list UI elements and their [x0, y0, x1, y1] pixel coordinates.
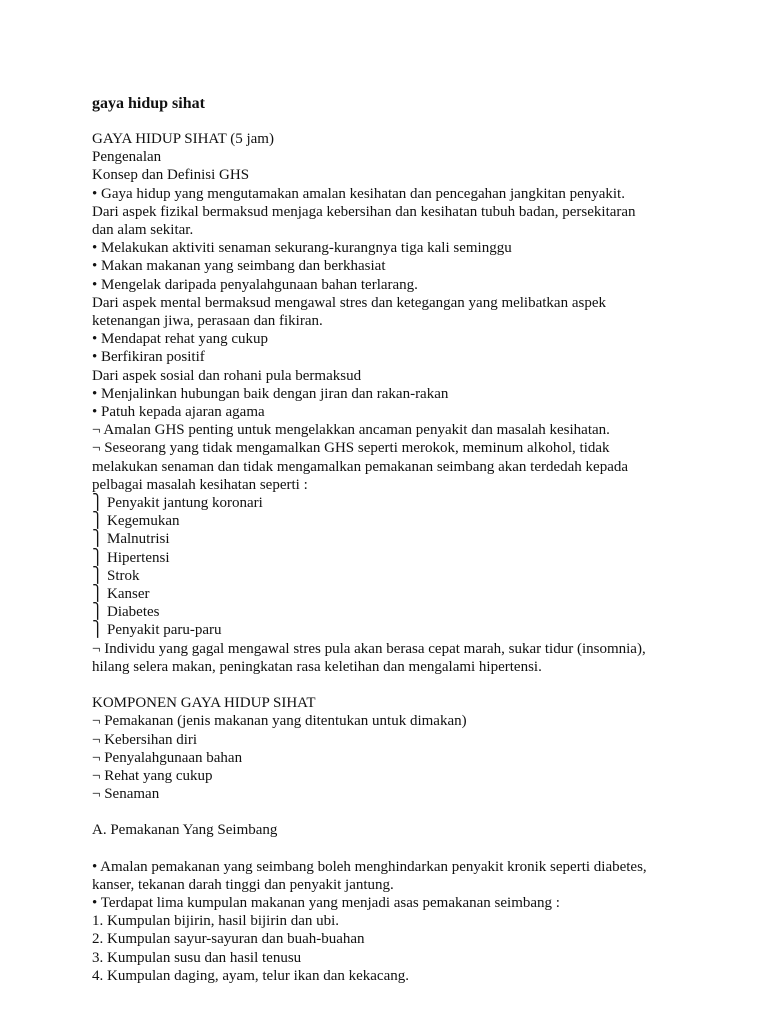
list-item: ⎫ Penyakit jantung koronari — [92, 495, 263, 512]
section-komponen — [92, 694, 712, 803]
list-item: ⎫ Kegemukan — [92, 513, 180, 530]
document-page — [92, 94, 712, 985]
list-item: ⎫ Kanser — [92, 586, 150, 603]
text-line: Dari aspek mental bermaksud mengawal stres dan ketegangan yang melibatkan aspek — [92, 294, 606, 311]
list-item: ¬ Penyalahgunaan bahan — [92, 749, 243, 766]
spacer — [92, 840, 712, 858]
list-item: ⎫ Strok — [92, 567, 140, 584]
section-intro — [92, 130, 712, 676]
spacer — [92, 803, 712, 821]
text-line: Pengenalan — [92, 149, 162, 166]
section-heading: KOMPONEN GAYA HIDUP SIHAT — [92, 695, 316, 712]
list-item: 3. Kumpulan susu dan hasil tenusu — [92, 949, 302, 966]
section-heading: A. Pemakanan Yang Seimbang — [92, 822, 278, 839]
text-line: kanser, tekanan darah tinggi dan penyakit jantung. — [92, 876, 394, 893]
text-line: ¬ Seseorang yang tidak mengamalkan GHS seperti merokok, meminum alkohol, tidak — [92, 440, 610, 457]
list-item: ¬ Kebersihan diri — [92, 731, 198, 748]
spacer — [92, 676, 712, 694]
list-item: 2. Kumpulan sayur-sayuran dan buah-buahan — [92, 931, 365, 948]
text-line: • Makan makanan yang seimbang dan berkhasiat — [92, 258, 386, 275]
text-line: hilang selera makan, peningkatan rasa keletihan dan mengalami hipertensi. — [92, 658, 542, 675]
text-line: • Mengelak daripada penyalahgunaan bahan terlarang. — [92, 276, 418, 293]
text-line: • Mendapat rehat yang cukup — [92, 331, 269, 348]
text-line: ¬ Amalan GHS penting untuk mengelakkan ancaman penyakit dan masalah kesihatan. — [92, 422, 610, 439]
text-line: • Terdapat lima kumpulan makanan yang menjadi asas pemakanan seimbang : — [92, 894, 560, 911]
text-line: • Patuh kepada ajaran agama — [92, 404, 265, 421]
text-line: • Amalan pemakanan yang seimbang boleh menghindarkan penyakit kronik seperti diabetes, — [92, 858, 647, 875]
text-line: • Berfikiran positif — [92, 349, 205, 366]
list-item: ⎫ Hipertensi — [92, 549, 170, 566]
list-item: 1. Kumpulan bijirin, hasil bijirin dan ubi. — [92, 913, 340, 930]
text-line: ¬ Individu yang gagal mengawal stres pula akan berasa cepat marah, sukar tidur (insomnia), — [92, 640, 646, 657]
list-item: ¬ Rehat yang cukup — [92, 767, 213, 784]
text-line: GAYA HIDUP SIHAT (5 jam) — [92, 131, 274, 147]
text-line: melakukan senaman dan tidak mengamalkan pemakanan seimbang akan terdedah kepada — [92, 458, 629, 475]
text-line: Dari aspek sosial dan rohani pula bermaksud — [92, 367, 362, 384]
text-line: • Gaya hidup yang mengutamakan amalan kesihatan dan pencegahan jangkitan penyakit. — [92, 185, 625, 202]
document-title: gaya hidup sihat — [92, 95, 205, 112]
text-line: dan alam sekitar. — [92, 222, 194, 239]
list-item: ⎫ Malnutrisi — [92, 531, 170, 548]
text-line: pelbagai masalah kesihatan seperti : — [92, 476, 308, 493]
text-line: Dari aspek fizikal bermaksud menjaga kebersihan dan kesihatan tubuh badan, persekitaran — [92, 203, 636, 220]
list-item: ¬ Senaman — [92, 786, 160, 803]
list-item: 4. Kumpulan daging, ayam, telur ikan dan kekacang. — [92, 967, 409, 984]
list-item: ⎫ Penyakit paru-paru — [92, 622, 222, 639]
text-line: • Menjalinkan hubungan baik dengan jiran dan rakan-rakan — [92, 385, 449, 402]
section-pemakanan — [92, 821, 712, 985]
list-item: ¬ Pemakanan (jenis makanan yang ditentukan untuk dimakan) — [92, 713, 467, 730]
text-line: • Melakukan aktiviti senaman sekurang-kurangnya tiga kali seminggu — [92, 240, 512, 257]
text-line: ketenangan jiwa, perasaan dan fikiran. — [92, 313, 323, 330]
text-line: Konsep dan Definisi GHS — [92, 167, 250, 184]
list-item: ⎫ Diabetes — [92, 604, 160, 621]
